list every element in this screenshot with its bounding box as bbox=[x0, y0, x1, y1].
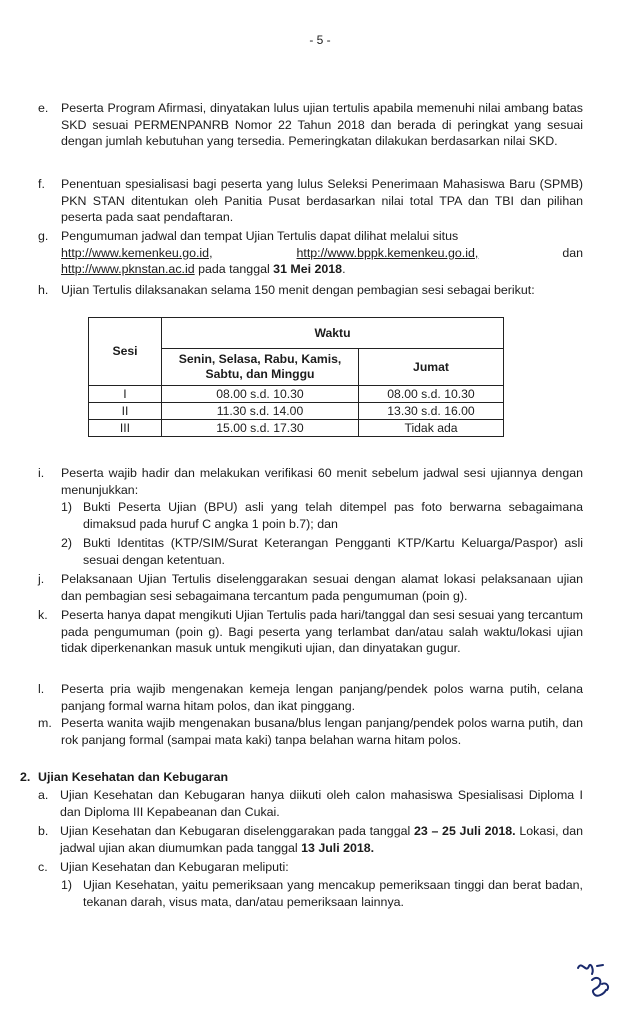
section-item-c bbox=[38, 859, 583, 876]
links-line-2 bbox=[61, 261, 583, 278]
schedule-table bbox=[88, 317, 504, 437]
list-item-k bbox=[38, 607, 583, 657]
announce-date: 13 Juli 2018. bbox=[301, 840, 375, 855]
list-marker: c. bbox=[38, 860, 48, 874]
links-line bbox=[61, 245, 583, 262]
header-jumat: Jumat bbox=[359, 349, 504, 386]
list-item-f bbox=[38, 176, 583, 226]
list-item-text: Peserta wanita wajib mengenakan busana/blus lengan panjang/pendek polos warna putih, dan rok panjang formal (sampai mata kaki) tanpa belahan warna hitam polos. bbox=[61, 716, 583, 747]
list-marker: i. bbox=[38, 466, 45, 480]
table-row bbox=[89, 420, 504, 437]
list-marker: j. bbox=[38, 572, 45, 586]
header-waktu: Waktu bbox=[162, 318, 504, 349]
sub-marker: 2) bbox=[61, 536, 73, 550]
list-item-text: Peserta wajib hadir dan melakukan verifikasi 60 menit sebelum jadwal sesi ujiannya dengan menunjukkan: bbox=[61, 466, 583, 497]
section-sub-item-1 bbox=[61, 877, 583, 910]
sub-item-2 bbox=[61, 535, 583, 568]
list-item-m bbox=[38, 715, 583, 748]
list-item-h bbox=[38, 282, 583, 299]
page-number: - 5 - bbox=[309, 33, 331, 47]
list-item-e bbox=[38, 100, 583, 150]
list-marker: e. bbox=[38, 101, 49, 115]
sub-item-1 bbox=[61, 499, 583, 532]
announcement-text-mid: pada tanggal bbox=[194, 262, 274, 277]
cell-jumat: 08.00 s.d. 10.30 bbox=[359, 386, 504, 403]
list-item-text: Ujian Tertulis dilaksanakan selama 150 menit dengan pembagian sesi sebagai berikut: bbox=[61, 283, 535, 297]
sub-marker: 1) bbox=[61, 500, 73, 514]
exam-date: 23 – 25 Juli 2018. bbox=[413, 824, 516, 838]
list-item-text: Ujian Kesehatan dan Kebugaran hanya diikuti oleh calon mahasiswa Spesialisasi Diploma I dan Diploma III Kepabeanan dan Cukai. bbox=[60, 788, 583, 819]
list-item-g bbox=[38, 228, 583, 278]
announcement-text: Pengumuman jadwal dan tempat Ujian Tertulis dapat dilihat melalui situs bbox=[61, 229, 459, 243]
cell-days: 15.00 s.d. 17.30 bbox=[162, 420, 359, 437]
list-marker: h. bbox=[38, 283, 49, 297]
header-sesi: Sesi bbox=[89, 318, 162, 386]
cell-days: 08.00 s.d. 10.30 bbox=[162, 386, 359, 403]
kemenkeu-link[interactable]: http://www.kemenkeu.go.id, bbox=[61, 245, 213, 260]
list-marker: b. bbox=[38, 824, 49, 838]
sub-item-text: Bukti Peserta Ujian (BPU) asli yang telah ditempel pas foto berwarna sebagaimana dimaksud pada huruf C angka 1 poin b.7); dan bbox=[83, 500, 583, 531]
list-marker: a. bbox=[38, 788, 49, 802]
list-item-text bbox=[61, 228, 583, 278]
list-item-j bbox=[38, 571, 583, 604]
list-item-text bbox=[60, 823, 583, 856]
period: . bbox=[342, 262, 346, 277]
cell-jumat: 13.30 s.d. 16.00 bbox=[359, 403, 504, 420]
section-title: Ujian Kesehatan dan Kebugaran bbox=[38, 770, 229, 784]
list-item-l bbox=[38, 681, 583, 714]
table-row bbox=[89, 386, 504, 403]
list-item-text: Penentuan spesialisasi bagi peserta yang lulus Seleksi Penerimaan Mahasiswa Baru (SPMB) PKN STAN ditentukan oleh Panitia Pusat berdasarkan nilai total TPA dan TBI dan pilihan peserta pada saat pendaftaran. bbox=[61, 177, 583, 225]
list-marker: k. bbox=[38, 608, 48, 622]
list-item-text: Peserta pria wajib mengenakan kemeja lengan panjang/pendek polos warna putih, celana panjang formal warna hitam polos, dan ikat pinggang. bbox=[61, 682, 583, 713]
cell-sesi: I bbox=[89, 386, 162, 403]
table-row bbox=[89, 403, 504, 420]
list-marker: l. bbox=[38, 682, 45, 696]
cell-days: 11.30 s.d. 14.00 bbox=[162, 403, 359, 420]
section-number: 2. bbox=[20, 770, 31, 784]
announcement-date: 31 Mei 2018 bbox=[273, 262, 343, 277]
list-item-text: Peserta hanya dapat mengikuti Ujian Tertulis pada hari/tanggal dan sesi sesuai yang tercantum pada pengumuman (poin g). Bagi peserta yang terlambat dan/atau salah waktu/lokasi ujian tidak diperkenankan masuk untuk mengikuti ujian, dan dinyatakan gugur. bbox=[61, 608, 583, 656]
cell-jumat: Tidak ada bbox=[359, 420, 504, 437]
list-item-text: Pelaksanaan Ujian Tertulis diselenggarakan sesuai dengan alamat lokasi pelaksanaan ujian dan pembagian sesi sebagaimana tercantum pada pengumuman (poin g). bbox=[61, 572, 583, 603]
list-item-i bbox=[38, 465, 583, 498]
list-item-text: Ujian Kesehatan dan Kebugaran meliputi: bbox=[60, 860, 289, 874]
announce-text: Lokasi, dan jadwal ujian akan diumumkan pada tanggal bbox=[60, 824, 583, 855]
list-marker: f. bbox=[38, 177, 45, 191]
cell-sesi: II bbox=[89, 403, 162, 420]
signature-icon bbox=[572, 954, 622, 1004]
list-marker: g. bbox=[38, 229, 49, 243]
header-days: Senin, Selasa, Rabu, Kamis, Sabtu, dan Minggu bbox=[162, 349, 359, 386]
list-marker: m. bbox=[38, 716, 52, 730]
section-heading bbox=[20, 769, 228, 786]
exam-date-text: Ujian Kesehatan dan Kebugaran diselenggarakan pada tanggal bbox=[60, 824, 414, 838]
sub-marker: 1) bbox=[61, 878, 73, 892]
pknstan-link[interactable]: http://www.pknstan.ac.id bbox=[61, 262, 195, 277]
section-item-a bbox=[38, 787, 583, 820]
sub-item-text: Ujian Kesehatan, yaitu pemeriksaan yang mencakup pemeriksaan tinggi dan berat badan, tekanan darah, visus mata, dan/atau pemeriksaan lainnya. bbox=[83, 878, 583, 909]
section-item-b bbox=[38, 823, 583, 856]
bppk-link[interactable]: http://www.bppk.kemenkeu.go.id, bbox=[296, 245, 479, 260]
cell-sesi: III bbox=[89, 420, 162, 437]
sub-item-text: Bukti Identitas (KTP/SIM/Surat Keterangan Pengganti KTP/Kartu Keluarga/Paspor) asli sesuai dengan ketentuan. bbox=[83, 536, 583, 567]
list-item-text: Peserta Program Afirmasi, dinyatakan lulus ujian tertulis apabila memenuhi nilai ambang batas SKD sesuai PERMENPANRB Nomor 22 Tahun 2018 dan berada di peringkat yang sesuai dengan jumlah kebutuhan yang tersedia. Pemeringkatan dilakukan berdasarkan nilai SKD. bbox=[61, 101, 583, 149]
conjunction: dan bbox=[562, 245, 583, 260]
